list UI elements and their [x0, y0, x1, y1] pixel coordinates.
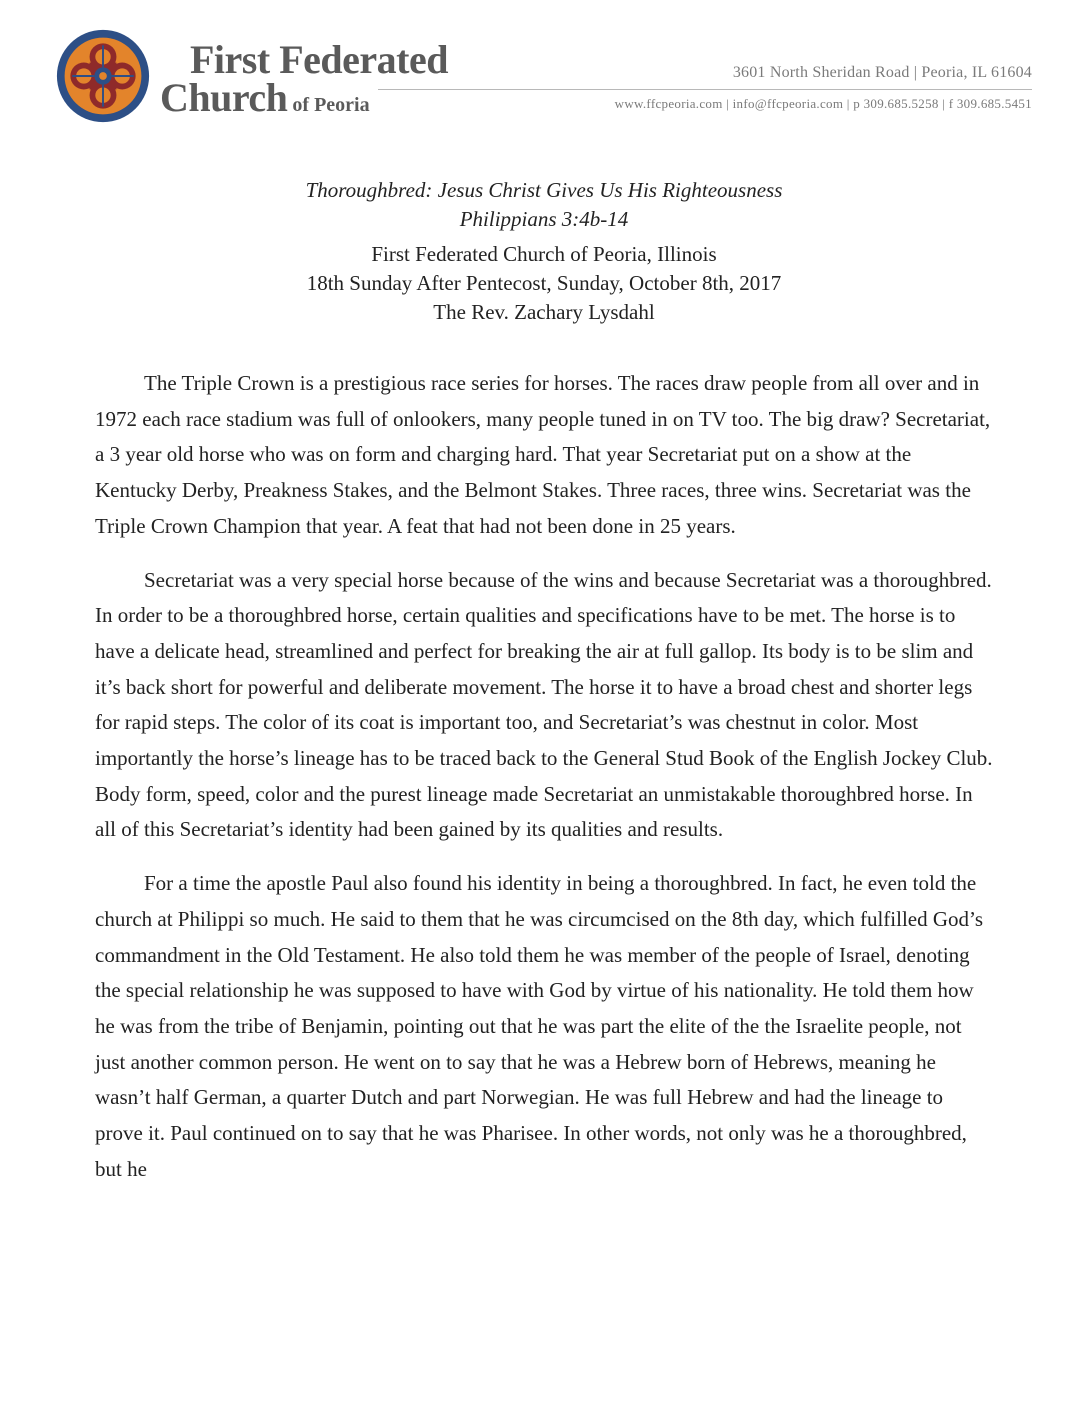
letterhead — [0, 0, 1088, 140]
church-name-line1: First Federated — [190, 37, 448, 82]
sermon-preacher: The Rev. Zachary Lysdahl — [433, 300, 655, 324]
sermon-scripture: Philippians 3:4b-14 — [459, 207, 629, 231]
sermon-heading — [0, 176, 1088, 327]
sermon-church: First Federated Church of Peoria, Illinois — [371, 242, 717, 266]
paragraph: For a time the apostle Paul also found his identity in being a thoroughbred. In fact, he even told the church at Philippi so much. He said to them that he was circumcised on the 8th day, which fulfilled God’s commandment in the Old Testament. He also told them he was member of the people of Israel, denoting the special relationship he was supposed to have with God by virtue of his nationality. He told them how he was from the tribe of Benjamin, pointing out that he was part the elite of the the Israelite people, not just another common person. He went on to say that he was a Hebrew born of Hebrews, meaning he wasn’t half German, a quarter Dutch and part Norwegian. He was full Hebrew and had the lineage to prove it. Paul continued on to say that he was Pharisee. In other words, not only was he a thoroughbred, but he — [95, 871, 984, 1181]
letterhead-divider — [378, 89, 1032, 90]
church-name-line2 — [160, 75, 370, 120]
paragraph: Secretariat was a very special horse because of the wins and because Secretariat was a thoroughbred. In order to be a thoroughbred horse, certain qualities and specifications have to be met. The horse is to have a delicate head, streamlined and perfect for breaking the air at full gallop. Its body is to be slim and it’s back short for powerful and deliberate movement. The horse it to have a broad chest and shorter legs for rapid steps. The color of its coat is important too, and Secretariat’s was chestnut in color. Most importantly the horse’s lineage has to be traced back to the General Stud Book of the English Jockey Club. Body form, speed, color and the purest lineage made Secretariat an unmistakable thoroughbred horse. In all of this Secretariat’s identity had been gained by its qualities and results. — [95, 567, 993, 842]
church-name-word: Church — [160, 75, 288, 120]
sermon-title: Thoroughbred: Jesus Christ Gives Us His Righteousness — [305, 178, 783, 202]
sermon-body — [95, 366, 995, 1205]
church-logo-icon — [55, 28, 151, 124]
paragraph: The Triple Crown is a prestigious race series for horses. The races draw people from all over and in 1972 each race stadium was full of onlookers, many people tuned in on TV too. The big draw? Secretariat, a 3 year old horse who was on form and charging hard. That year Secretariat put on a show at the Kentucky Derby, Preakness Stakes, and the Belmont Stakes. Three races, three wins. Secretariat was the Triple Crown Champion that year. A feat that had not been done in 25 years. — [95, 371, 991, 538]
sermon-date: 18th Sunday After Pentecost, Sunday, October 8th, 2017 — [306, 271, 782, 295]
church-location: of Peoria — [292, 94, 370, 116]
church-address: 3601 North Sheridan Road | Peoria, IL 61604 — [732, 64, 1032, 81]
church-contact-info: www.ffcpeoria.com | info@ffcpeoria.com | p 309.685.5258 | f 309.685.5451 — [614, 96, 1032, 111]
